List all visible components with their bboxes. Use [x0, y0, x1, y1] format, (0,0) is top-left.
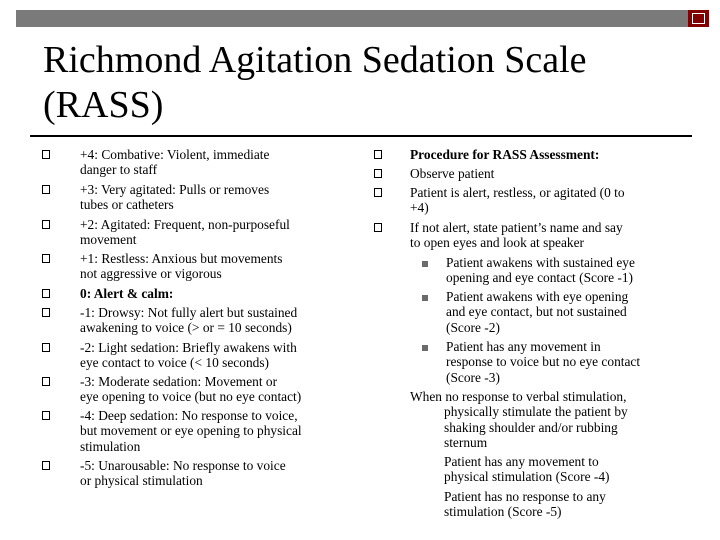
- item-line: or physical stimulation: [80, 473, 203, 489]
- item-line: eye contact to voice (< 10 seconds): [80, 355, 269, 371]
- title-line-2: (RASS): [43, 84, 164, 126]
- scale-item: [80, 340, 297, 371]
- item-line: +1: Restless: Anxious but movements: [80, 251, 283, 266]
- item-line: eye opening to voice (but no eye contact): [80, 389, 302, 405]
- step-line: If not alert, state patient’s name and say: [410, 220, 623, 235]
- alert-step: [410, 185, 625, 216]
- hollow-square-bullet-icon: [42, 461, 50, 470]
- step-line: physical stimulation (Score -4): [444, 469, 610, 485]
- not-alert-step: [410, 220, 623, 251]
- scale-item: [80, 182, 269, 213]
- sub-step: [446, 339, 640, 385]
- step-line: to open eyes and look at speaker: [410, 235, 585, 251]
- step-line: Patient is alert, restless, or agitated (0 to: [410, 185, 625, 200]
- hollow-square-bullet-icon: [42, 377, 50, 386]
- sub-step: [446, 289, 628, 335]
- sub-line: Patient has any movement in: [446, 339, 601, 354]
- item-line: +4: Combative: Violent, immediate: [80, 147, 270, 162]
- procedure-heading: Procedure for RASS Assessment:: [410, 147, 600, 162]
- sub-line: (Score -2): [446, 319, 500, 335]
- item-line: movement: [80, 232, 137, 248]
- title-line-1: Richmond Agitation Sedation Scale: [43, 39, 587, 81]
- item-line: +2: Agitated: Frequent, non-purposeful: [80, 217, 290, 232]
- sub-line: opening and eye contact (Score -1): [446, 270, 634, 286]
- item-line: stimulation: [80, 438, 141, 454]
- scale-item: [80, 147, 269, 178]
- item-line: +3: Very agitated: Pulls or removes: [80, 182, 270, 197]
- step-line: When no response to verbal stimulation,: [410, 389, 627, 404]
- observe-step: Observe patient: [410, 166, 495, 181]
- scale-item: [80, 408, 302, 454]
- score-minus-4-step: [444, 454, 610, 485]
- scale-item: [80, 251, 282, 282]
- sub-line: (Score -3): [446, 369, 500, 385]
- hollow-square-bullet-icon: [374, 169, 382, 178]
- physical-stimulation-step: [410, 389, 628, 451]
- step-line: stimulation (Score -5): [444, 504, 562, 520]
- sub-line: Patient awakens with sustained eye: [446, 255, 635, 270]
- item-line: not aggressive or vigorous: [80, 266, 222, 282]
- item-line: -4: Deep sedation: No response to voice,: [80, 408, 298, 423]
- score-minus-5-step: [444, 489, 606, 520]
- step-line: +4): [410, 200, 429, 216]
- scale-item: [80, 458, 286, 489]
- hollow-square-bullet-icon: [42, 411, 50, 420]
- item-line: -2: Light sedation: Briefly awakens with: [80, 340, 297, 355]
- step-line: physically stimulate the patient by: [444, 404, 628, 420]
- filled-square-bullet-icon: [422, 261, 428, 267]
- sub-line: response to voice but no eye contact: [446, 354, 641, 370]
- item-line: -5: Unarousable: No response to voice: [80, 458, 286, 473]
- hollow-square-bullet-icon: [42, 254, 50, 263]
- scale-item: [80, 217, 290, 248]
- filled-square-bullet-icon: [422, 345, 428, 351]
- item-line: awakening to voice (> or = 10 seconds): [80, 320, 292, 336]
- item-line: -1: Drowsy: Not fully alert but sustained: [80, 305, 298, 320]
- hollow-square-bullet-icon: [42, 220, 50, 229]
- item-line: danger to staff: [80, 162, 158, 178]
- hollow-square-bullet-icon: [42, 185, 50, 194]
- scale-item: [80, 305, 297, 336]
- sub-step: [446, 255, 635, 286]
- hollow-square-bullet-icon: [374, 150, 382, 159]
- item-line: tubes or catheters: [80, 197, 174, 213]
- right-column: [360, 0, 720, 540]
- item-line: -3: Moderate sedation: Movement or: [80, 374, 278, 389]
- hollow-square-bullet-icon: [374, 223, 382, 232]
- filled-square-bullet-icon: [422, 295, 428, 301]
- hollow-square-bullet-icon: [42, 343, 50, 352]
- step-line: Patient has no response to any: [444, 489, 606, 504]
- hollow-square-bullet-icon: [374, 188, 382, 197]
- sub-line: Patient awakens with eye opening: [446, 289, 629, 304]
- hollow-square-bullet-icon: [42, 308, 50, 317]
- hollow-square-bullet-icon: [42, 150, 50, 159]
- scale-item: [80, 286, 173, 301]
- hollow-square-bullet-icon: [42, 289, 50, 298]
- step-line: Patient has any movement to: [444, 454, 599, 469]
- step-line: sternum: [444, 435, 488, 451]
- item-line: but movement or eye opening to physical: [80, 423, 302, 439]
- scale-item: [80, 374, 301, 405]
- step-line: shaking shoulder and/or rubbing: [444, 419, 618, 435]
- sub-line: and eye contact, but not sustained: [446, 304, 627, 320]
- item-line: 0: Alert & calm:: [80, 286, 174, 301]
